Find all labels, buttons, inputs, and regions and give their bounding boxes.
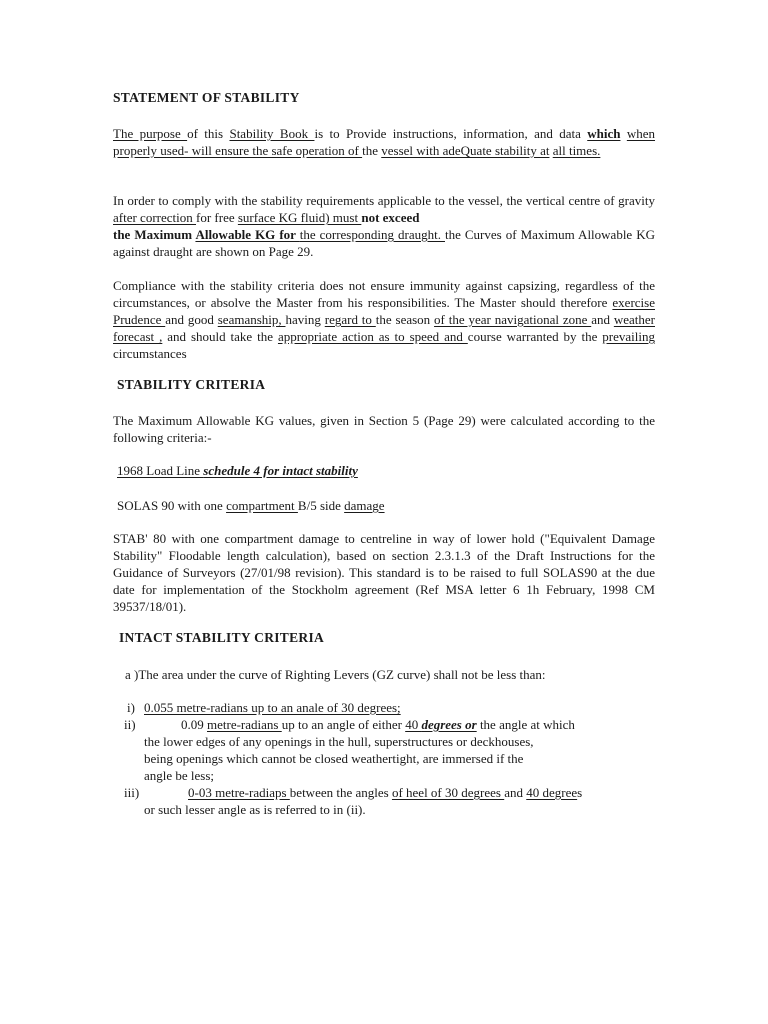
heading-intact-stability-criteria: INTACT STABILITY CRITERIA xyxy=(119,630,325,645)
text-span: after correction xyxy=(113,210,197,225)
text-span: course warranted by the xyxy=(467,329,603,344)
item-number: ii) xyxy=(124,717,136,732)
item-text-line-4: angle be less; xyxy=(144,768,215,783)
paragraph-stab80: STAB' 80 with one compartment damage to centreline in way of lower hold ("Equivalent Damage Stability" Floodable length calculation), based on section 2.3.1.3 of the Draft Instructions for the Guidance of Surveyors (27/01/98 revision). This standard is to be raised to full SOLAS90 at the due date for implementation of the Stockholm agreement (Ref MSA letter 6 1h February, 1998 CM 39537/18/01). xyxy=(113,531,655,614)
text-span: which xyxy=(587,126,621,141)
text-span: exercise Prudence xyxy=(113,295,655,327)
text-span: compartment xyxy=(226,498,298,513)
text-span: of the year navigational zone xyxy=(434,312,592,327)
text-span: Compliance with the stability criteria does not ensure immunity against capsizing, regardless of the circumstances, or absolve the Master from his responsibilities. The Master should therefore xyxy=(113,278,655,310)
text-span: The purpose xyxy=(113,126,188,141)
paragraph-solas xyxy=(117,497,385,514)
text-span: the season xyxy=(375,312,435,327)
text-span: the angle at which xyxy=(476,717,575,732)
text-span: 40 xyxy=(405,717,422,732)
text-span: s xyxy=(577,785,583,800)
text-span: all times. xyxy=(552,143,601,158)
item-text-line-2: or such lesser angle as is referred to in (ii). xyxy=(144,802,366,817)
item-text: 0.055 metre-radians up to an anale of 30 degrees; xyxy=(144,700,401,715)
text-span: In order to comply with the stability requirements applicable to the vessel, the vertical centre of gravity xyxy=(113,193,655,208)
text-span: Stability Book xyxy=(229,126,315,141)
text-span: up to an angle of either xyxy=(281,717,406,732)
text-span: seamanship, xyxy=(217,312,286,327)
heading-stability-criteria: STABILITY CRITERIA xyxy=(117,377,266,392)
text-span: of this xyxy=(187,126,230,141)
text-span: surface KG fluid) must xyxy=(237,210,362,225)
text-span: the Curves of Maximum Allowable KG against draught are shown on Page 29. xyxy=(113,227,656,259)
text-span: the xyxy=(362,143,382,158)
text-span: regard to xyxy=(324,312,376,327)
criteria-intro: a )The area under the curve of Righting Levers (GZ curve) shall not be less than: xyxy=(125,667,546,682)
text-span: for free xyxy=(196,210,238,225)
text-span: 40 degree xyxy=(526,785,578,800)
paragraph-criteria-immunity xyxy=(113,277,655,362)
text-span: schedule 4 for intact stability xyxy=(203,463,358,478)
paragraph-maximum-kg: The Maximum Allowable KG values, given in Section 5 (Page 29) were calculated according to the following criteria:- xyxy=(113,413,655,445)
paragraph-purpose xyxy=(113,125,655,159)
paragraph-compliance-kg xyxy=(113,192,655,260)
text-span: metre-radians xyxy=(207,717,282,732)
text-span: and should take the xyxy=(162,329,278,344)
item-text-line-1 xyxy=(188,784,582,801)
text-span: degrees or xyxy=(421,717,477,732)
text-span: prevailing xyxy=(602,329,656,344)
text-span: when properly used- will ensure the safe operation of xyxy=(113,126,656,158)
item-text-line-1 xyxy=(181,716,575,733)
text-span: SOLAS 90 with one xyxy=(117,498,227,513)
text-span: circumstances xyxy=(113,346,187,361)
text-span: having xyxy=(285,312,325,327)
text-span: and xyxy=(591,312,614,327)
text-span: between the angles xyxy=(289,785,392,800)
text-span: and xyxy=(504,785,527,800)
text-span: B/5 side xyxy=(297,498,345,513)
text-span: damage xyxy=(344,498,385,513)
text-span: 0.09 xyxy=(181,717,207,732)
text-span: not exceed xyxy=(361,210,420,225)
text-span: appropriate action as to speed and xyxy=(277,329,468,344)
text-span: is to Provide instructions, information, and data xyxy=(314,126,588,141)
item-number: iii) xyxy=(124,785,140,800)
text-span: Allowable KG for xyxy=(195,227,300,242)
text-span: of heel of 30 degrees xyxy=(391,785,505,800)
paragraph-load-line xyxy=(117,462,358,479)
text-span: vessel with adeQuate stability at xyxy=(381,143,550,158)
item-text-line-3: being openings which cannot be closed weathertight, are immersed if the xyxy=(144,751,524,766)
item-text-line-2: the lower edges of any openings in the hull, superstructures or deckhouses, xyxy=(144,734,534,749)
text-span: 1968 Load Line xyxy=(117,463,204,478)
text-span: the corresponding draught. xyxy=(299,227,445,242)
text-span: 0-03 metre-radiaps xyxy=(188,785,290,800)
heading-statement-of-stability: STATEMENT OF STABILITY xyxy=(113,90,300,105)
text-span: the Maximum xyxy=(113,227,196,242)
item-number: i) xyxy=(127,700,135,715)
text-span: and good xyxy=(165,312,218,327)
text-span: weather forecast , xyxy=(113,312,655,344)
